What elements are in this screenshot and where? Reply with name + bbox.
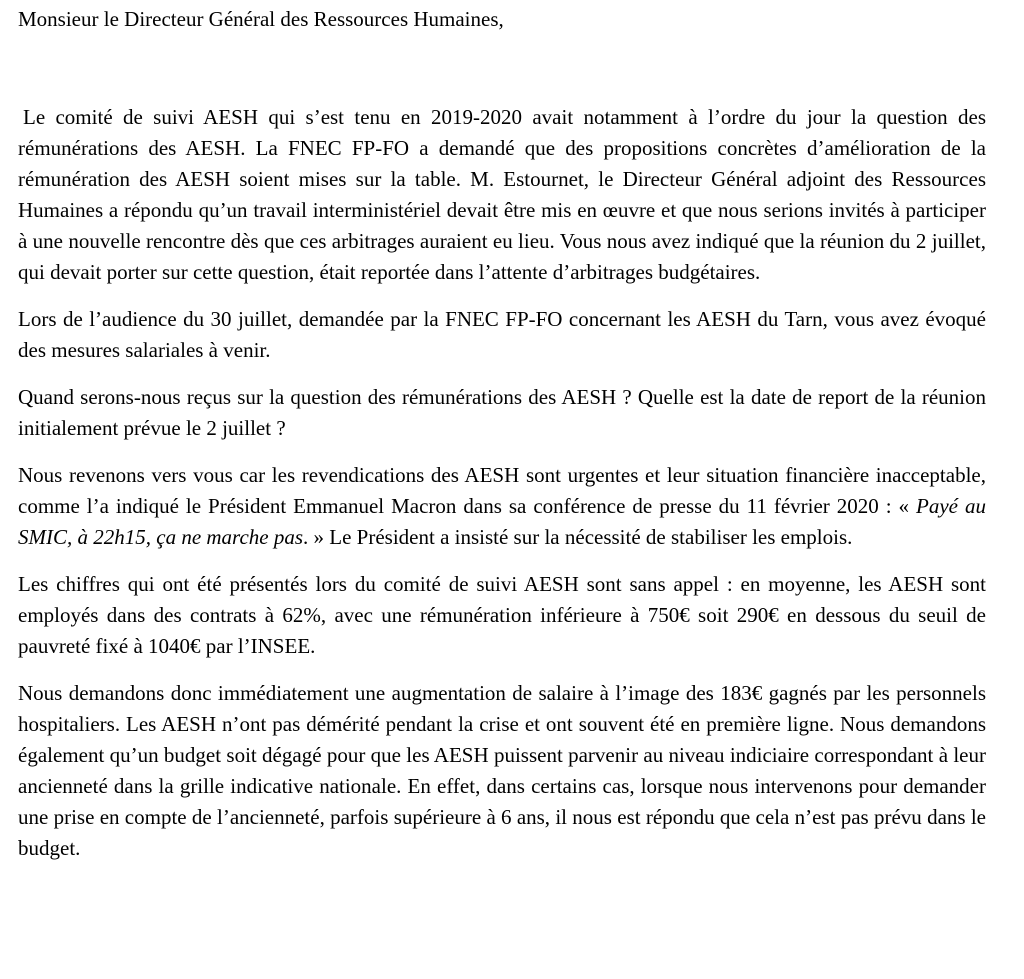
paragraph-urgent-claims-end: . » Le Président a insisté sur la nécessité de stabiliser les emplois.	[303, 525, 853, 549]
paragraph-demands: Nous demandons donc immédiatement une augmentation de salaire à l’image des 183€ gagnés par les personnels hospitaliers. Les AESH n’ont pas démérité pendant la crise et ont souvent été en première ligne. Nous demandons également qu’un budget soit dégagé pour que les AESH puissent parvenir au niveau indiciaire correspondant à leur ancienneté dans la grille indicative nationale. En effet, dans certains cas, lorsque nous intervenons pour demander une prise en compte de l’ancienneté, parfois supérieure à 6 ans, il nous est répondu que cela n’est pas prévu dans le budget.	[18, 681, 986, 860]
paragraph-figures: Les chiffres qui ont été présentés lors du comité de suivi AESH sont sans appel : en moyenne, les AESH sont employés dans des contrats à 62%, avec une rémunération inférieure à 750€ soit 290€ en dessous du seuil de pauvreté fixé à 1040€ par l’INSEE.	[18, 572, 986, 658]
paragraph-audience-30-july: Lors de l’audience du 30 juillet, demandée par la FNEC FP-FO concernant les AESH du Tarn, vous avez évoqué des mesures salariales à venir.	[18, 307, 986, 362]
paragraph-questions: Quand serons-nous reçus sur la question des rémunérations des AESH ? Quelle est la date de report de la réunion initialement prévue le 2 juillet ?	[18, 385, 986, 440]
letter-body	[18, 0, 986, 864]
paragraph-urgent-claims-intro: Nous revenons vers vous car les revendications des AESH sont urgentes et leur situation financière inacceptable, comme l’a indiqué le Président Emmanuel Macron dans sa conférence de presse du 11 février 2020 : «	[18, 463, 986, 518]
salutation: Monsieur le Directeur Général des Ressources Humaines,	[18, 7, 504, 31]
president-quote: Payé au SMIC, à 22h15, ça ne marche pas	[18, 494, 986, 549]
paragraph-urgent-claims	[18, 460, 986, 553]
paragraph-aesh-committee: Le comité de suivi AESH qui s’est tenu en 2019-2020 avait notamment à l’ordre du jour la question des rémunérations des AESH. La FNEC FP-FO a demandé que des propositions concrètes d’amélioration de la rémunération des AESH soient mises sur la table. M. Estournet, le Directeur Général adjoint des Ressources Humaines a répondu qu’un travail interministériel devait être mis en œuvre et que nous serions invités à participer à une nouvelle rencontre dès que ces arbitrages auraient eu lieu. Vous nous avez indiqué que la réunion du 2 juillet, qui devait porter sur cette question, était reportée dans l’attente d’arbitrages budgétaires.	[18, 105, 986, 284]
